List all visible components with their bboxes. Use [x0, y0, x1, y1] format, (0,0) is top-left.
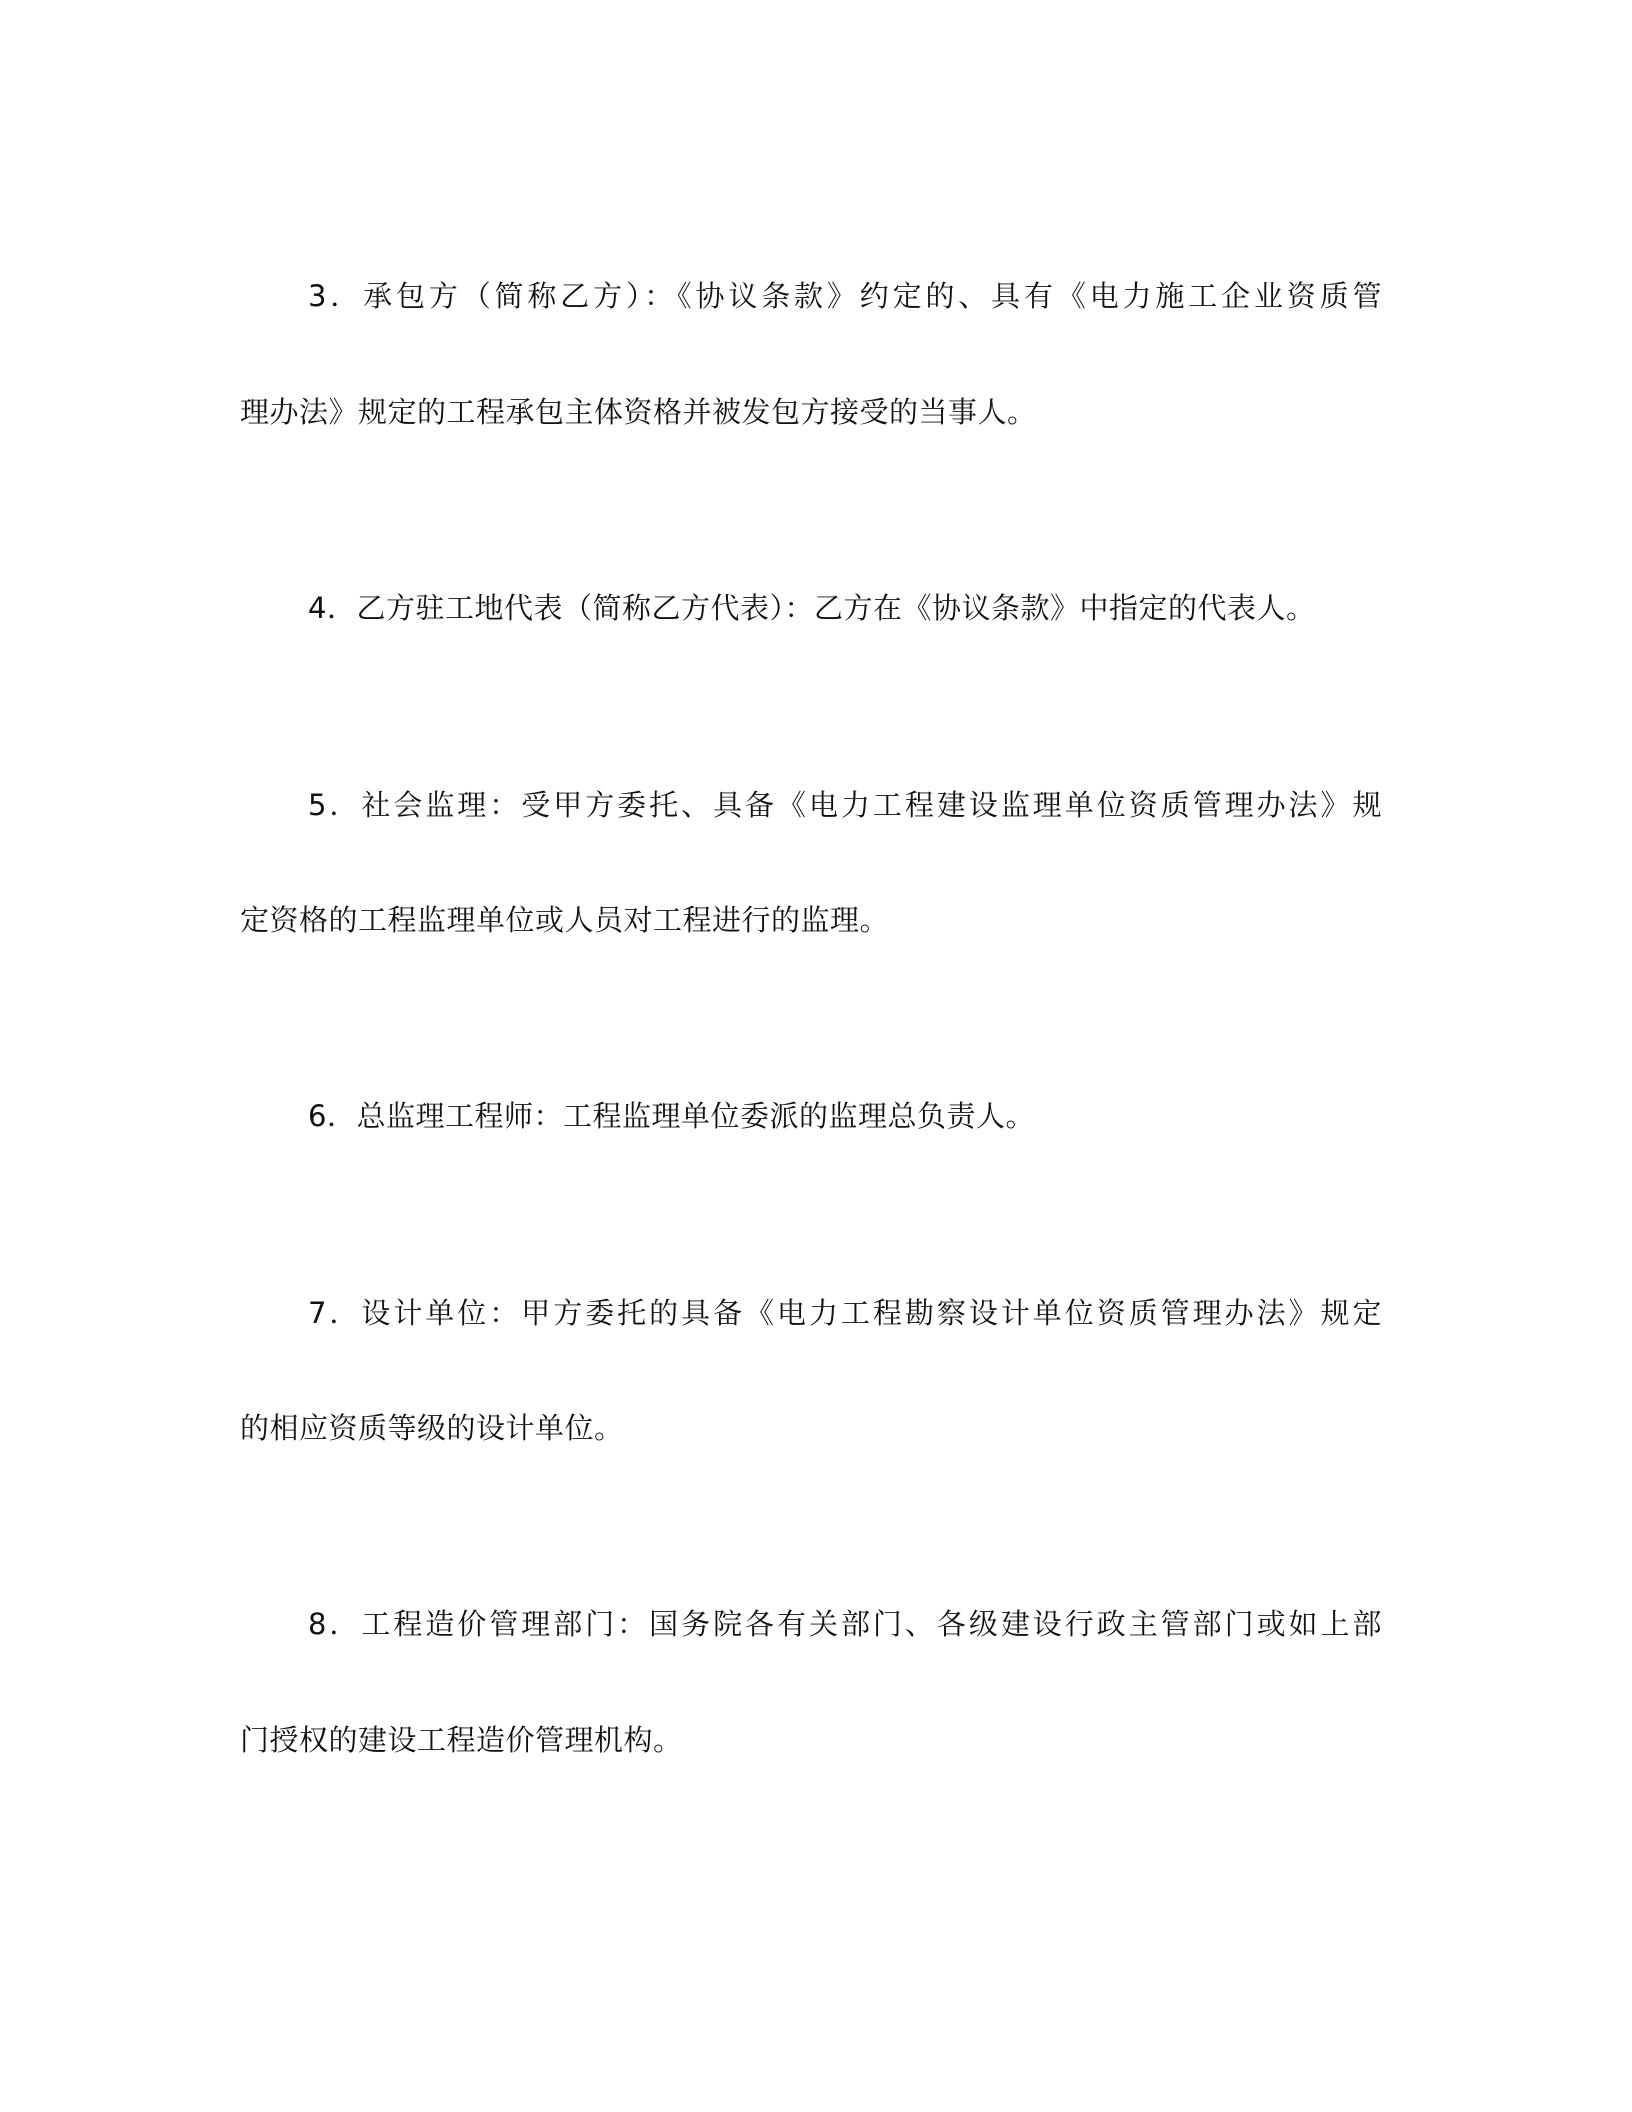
item-7-line-2: 的相应资质等级的设计单位。 — [240, 1411, 624, 1445]
item-6-line-1: 6．总监理工程师：工程监理单位委派的监理总负责人。 — [308, 1099, 1035, 1133]
item-3-line-1: 3．承包方（简称乙方）：《协议条款》约定的、具有《电力施工企业资质管 — [308, 279, 1382, 313]
item-8-line-1: 8．工程造价管理部门：国务院各有关部门、各级建设行政主管部门或如上部 — [308, 1607, 1382, 1641]
item-8-line-2: 门授权的建设工程造价管理机构。 — [240, 1723, 683, 1757]
item-4-line-1: 4．乙方驻工地代表（简称乙方代表）：乙方在《协议条款》中指定的代表人。 — [308, 591, 1316, 625]
item-3-line-2: 理办法》规定的工程承包主体资格并被发包方接受的当事人。 — [240, 395, 1037, 429]
item-7-line-1: 7．设计单位：甲方委托的具备《电力工程勘察设计单位资质管理办法》规定 — [308, 1296, 1382, 1330]
item-5-line-1: 5．社会监理：受甲方委托、具备《电力工程建设监理单位资质管理办法》规 — [308, 788, 1382, 822]
item-5-line-2: 定资格的工程监理单位或人员对工程进行的监理。 — [240, 903, 890, 937]
